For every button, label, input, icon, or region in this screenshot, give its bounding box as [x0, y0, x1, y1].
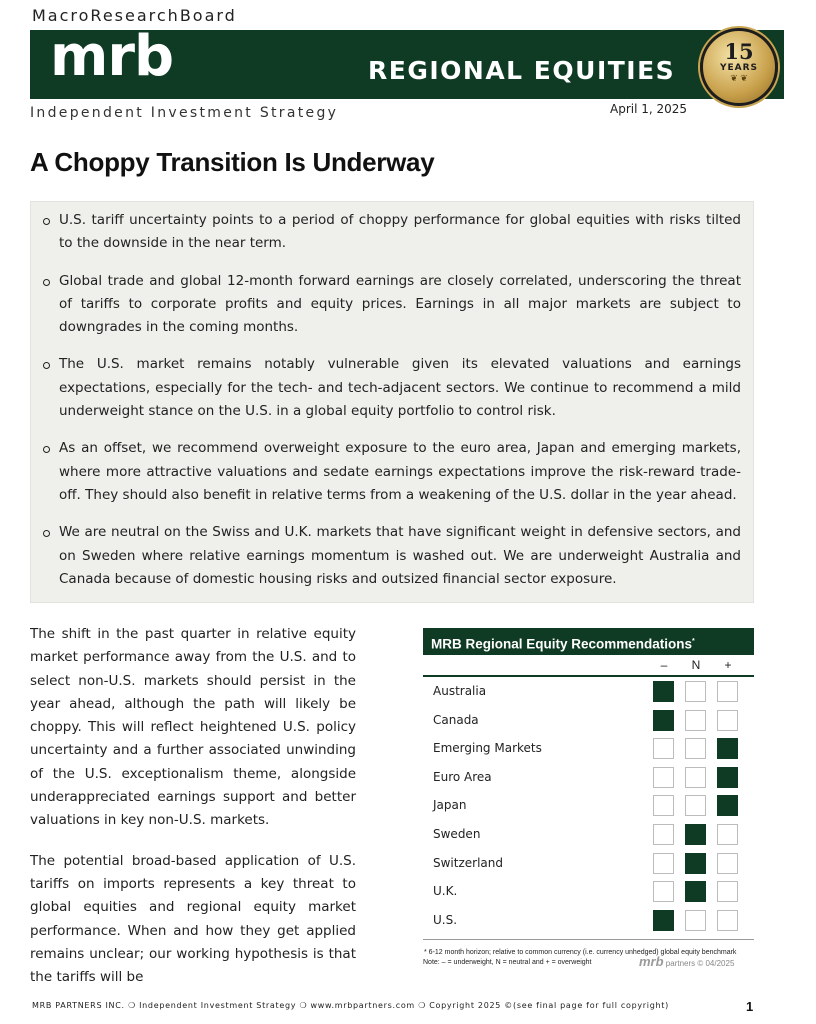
overweight-cell — [717, 853, 738, 874]
tagline: Independent Investment Strategy — [30, 105, 339, 121]
overweight-cell — [717, 824, 738, 845]
underweight-cell — [653, 853, 674, 874]
recommendation-row — [423, 877, 754, 906]
market-name: U.S. — [433, 912, 458, 927]
underweight-cell — [653, 681, 674, 702]
summary-bullet — [43, 270, 741, 340]
recommendations-title-text: MRB Regional Equity Recommendations — [431, 636, 693, 652]
market-name: Japan — [433, 798, 467, 813]
underweight-cell — [653, 795, 674, 816]
summary-bullet-text: The U.S. market remains notably vulnerable given its elevated valuations and earnings expectations, especially for the tech- and tech-adjacent sectors. We continue to recommend a mild underweight stance on the U.S. in a global equity portfolio to control risk. — [59, 356, 741, 420]
table-note — [423, 954, 754, 970]
overweight-cell — [717, 881, 738, 902]
recommendation-row — [423, 763, 754, 792]
overweight-cell — [717, 795, 738, 816]
column-headers — [423, 655, 754, 677]
recommendation-row — [423, 791, 754, 820]
credit-text: partners © 04/2025 — [665, 959, 735, 969]
market-name: Switzerland — [433, 855, 503, 870]
neutral-cell — [685, 795, 706, 816]
underweight-cell — [653, 881, 674, 902]
summary-bullet-text: Global trade and global 12-month forward earnings are closely correlated, underscoring the threat of tariffs to corporate profits and equity prices. Earnings in all major markets are subject to downgrades in the coming months. — [59, 272, 741, 336]
bullet-circle-icon — [43, 446, 50, 453]
summary-bullet-text: U.S. tariff uncertainty points to a period of choppy performance for global equities with risks tilted to the downside in the near term. — [59, 212, 741, 252]
body-text — [30, 623, 356, 1006]
body-paragraph: The potential broad-based application of U.S. tariffs on imports represents a key threat to global equities and regional equity market performance. When and how they get applied remains unclear; our working hypothesis is that the tariffs will be — [30, 852, 356, 986]
neutral-cell — [685, 910, 706, 931]
summary-bullet — [43, 353, 741, 423]
column-overweight: + — [724, 658, 732, 672]
summary-bullet-text: As an offset, we recommend overweight exposure to the euro area, Japan and emerging markets, where more attractive valuations and sedate earnings expectations improve the risk-reward trade-off. They should also benefit in relative terms from a weakening of the U.S. dollar in the year ahead. — [59, 440, 741, 503]
recommendation-rows — [423, 677, 754, 934]
market-name: Euro Area — [433, 769, 492, 784]
recommendations-table — [423, 628, 754, 969]
header-banner — [30, 24, 784, 99]
underweight-cell — [653, 738, 674, 759]
neutral-cell — [685, 853, 706, 874]
recommendations-title — [423, 628, 754, 655]
neutral-cell — [685, 738, 706, 759]
table-footnote: * 6-12 month horizon; relative to common currency (i.e. currency unhedged) global equity benchmark — [424, 949, 737, 957]
neutral-cell — [685, 710, 706, 731]
legend-note: Note: – = underweight, N = neutral and + = overweight — [423, 959, 592, 967]
neutral-cell — [685, 767, 706, 788]
overweight-cell — [717, 767, 738, 788]
overweight-cell — [717, 738, 738, 759]
summary-bullet — [43, 209, 741, 256]
market-name: Emerging Markets — [433, 741, 542, 756]
underweight-cell — [653, 767, 674, 788]
underweight-cell — [653, 910, 674, 931]
market-name: Sweden — [433, 826, 481, 841]
overweight-cell — [717, 710, 738, 731]
brand-name: MacroResearchBoard — [32, 6, 237, 25]
bullet-circle-icon — [43, 530, 50, 537]
bullet-circle-icon — [43, 218, 50, 225]
credit-logo: mrb — [639, 954, 664, 970]
recommendation-row — [423, 820, 754, 849]
overweight-cell — [717, 681, 738, 702]
column-underweight: – — [660, 658, 668, 672]
overweight-cell — [717, 910, 738, 931]
market-name: U.K. — [433, 884, 458, 899]
neutral-cell — [685, 681, 706, 702]
laurel-icon: ❦ ❦ — [730, 73, 748, 83]
bullet-circle-icon — [43, 362, 50, 369]
recommendation-row — [423, 734, 754, 763]
section-title: REGIONAL EQUITIES — [368, 56, 676, 85]
anniversary-seal-icon — [700, 28, 778, 106]
report-title: A Choppy Transition Is Underway — [30, 147, 435, 177]
underweight-cell — [653, 824, 674, 845]
neutral-cell — [685, 824, 706, 845]
summary-box — [30, 201, 754, 603]
mrb-logo: mrb — [50, 24, 174, 89]
market-name: Canada — [433, 712, 479, 727]
partners-credit — [639, 956, 734, 970]
summary-bullet-text: We are neutral on the Swiss and U.K. markets that have significant weight in defensive sectors, and on Sweden where relative earnings momentum is washed out. We are underweight Australia and Canada because of domestic housing risks and outsized financial sector exposure. — [59, 524, 741, 587]
table-divider — [423, 939, 754, 940]
seal-number: 15 — [724, 39, 754, 64]
recommendation-row — [423, 677, 754, 706]
publication-date: April 1, 2025 — [610, 102, 688, 116]
body-paragraph: The shift in the past quarter in relative equity market performance away from the U.S. and to select non-U.S. markets should persist in the year ahead, although the path will likely be choppy. This will reflect heightened U.S. policy uncertainty and a further associated unwinding of the U.S. exceptionalism theme, alongside underappreciated earnings support and better valuations in key non-U.S. markets. — [30, 626, 356, 829]
underweight-cell — [653, 710, 674, 731]
footnote-mark: * — [692, 638, 695, 645]
page-footer: MRB PARTNERS INC. ❍ Independent Investment Strategy ❍ www.mrbpartners.com ❍ Copyright 2025 ©(see final page for full copyright) — [32, 1001, 669, 1010]
summary-bullet — [43, 521, 741, 591]
market-name: Australia — [433, 684, 487, 698]
summary-bullet — [43, 437, 741, 507]
page-number: 1 — [746, 999, 754, 1014]
neutral-cell — [685, 881, 706, 902]
column-neutral: N — [691, 658, 701, 672]
bullet-circle-icon — [43, 279, 50, 286]
recommendation-row — [423, 906, 754, 935]
seal-word: YEARS — [719, 63, 759, 73]
recommendation-row — [423, 849, 754, 878]
recommendation-row — [423, 706, 754, 735]
